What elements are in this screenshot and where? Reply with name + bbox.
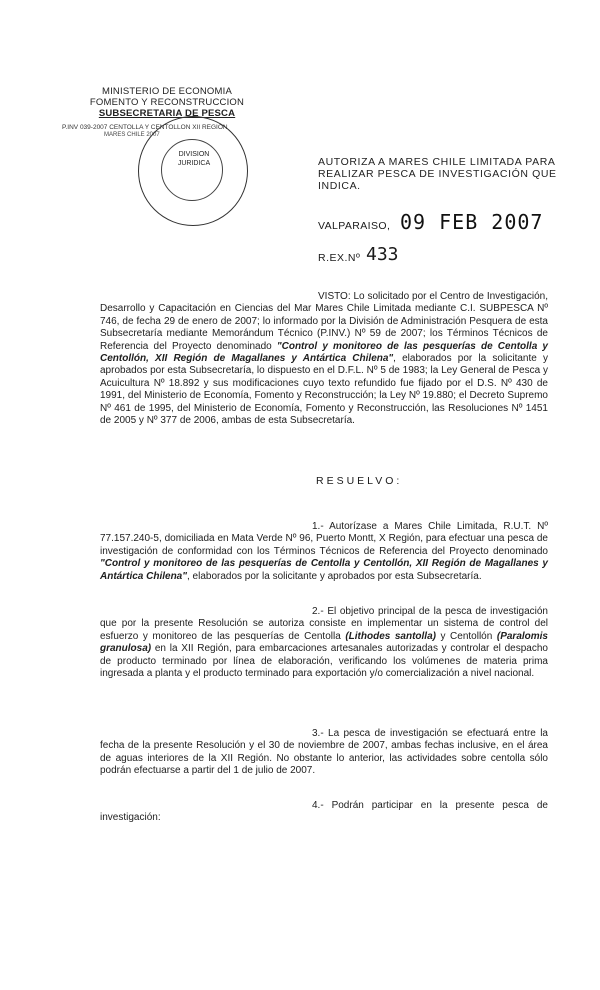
species-name: (Lithodes santolla) xyxy=(345,630,436,642)
letterhead xyxy=(62,86,272,119)
place: VALPARAISO, xyxy=(318,220,391,232)
seal-label: DIVISION JURIDICA xyxy=(177,151,211,167)
resolution-number: 433 xyxy=(366,244,399,265)
document-title: AUTORIZA A MARES CHILE LIMITADA PARA REALIZAR PESCA DE INVESTIGACIÓN QUE INDICA. xyxy=(318,156,557,192)
reference-code-2: MARES CHILE 2007 xyxy=(104,132,160,138)
ministry-subtitle: FOMENTO Y RECONSTRUCCION xyxy=(89,97,245,108)
reference-code: P.INV 039-2007 CENTOLLA Y CENTOLLON XII REGION xyxy=(62,124,228,131)
ministry-name: MINISTERIO DE ECONOMIA xyxy=(101,86,233,97)
resolution-item-3: 3.- La pesca de investigación se efectuará entre la fecha de la presente Resolución y el 30 de noviembre de 2007, ambas fechas inclusive, en el área de aguas interiores de la XII Región. No obstante lo anterior, las actividades sobre centolla sólo podrán efectuarse a partir del 1 de julio de 2007. xyxy=(100,728,548,777)
seal-inner-ring xyxy=(161,139,223,201)
subsecretaria-name: SUBSECRETARIA DE PESCA xyxy=(98,108,236,119)
resolution-item-2: 2.- El objetivo principal de la pesca de investigación que por la presente Resolución se autoriza consiste en implementar un sistema de control del esfuerzo y monitoreo de las pesquerías de Centolla (Lithodes santolla) y Centollón (Paralomis granulosa) en la XII Región, para embarcaciones artesanales autorizadas y controlar el despacho de producto terminado por línea de elaboración, verificando los volúmenes de materia prima ingresada a planta y el producto terminado para exportación y/o comercialización a nivel nacional. xyxy=(100,606,548,680)
resolution-item-1: 1.- Autorízase a Mares Chile Limitada, R.U.T. Nº 77.157.240-5, domiciliada en Mata Verde Nº 96, Puerto Montt, X Región, para efectuar una pesca de investigación de conformidad con los Términos Técnicos de Referencia del Proyecto denominado "Control y monitoreo de las pesquerías de Centolla y Centollón, XII Región de Magallanes y Antártica Chilena", elaborados por la solicitante y aprobados por esta Subsecretaría. xyxy=(100,521,548,582)
juridical-seal xyxy=(138,116,248,226)
species-name: (Paralomis granulosa) xyxy=(100,630,548,655)
issue-date: 09 FEB 2007 xyxy=(400,210,544,234)
visto-paragraph: VISTO: Lo solicitado por el Centro de Investigación, Desarrollo y Capacitación en Ciencias del Mar Mares Chile Limitada mediante C.I. SUBPESCA Nº 746, de fecha 29 de enero de 2007; lo informado por la División de Administración Pesquera de esta Subsecretaría mediante Memorándum Técnico (P.INV.) Nº 59 de 2007; los Términos Técnicos de Referencia del Proyecto denominado "Control y monitoreo de las pesquerías de Centolla y Centollón, XII Región de Magallanes y Antártica Chilena", elaborados por la solicitante y aprobados por esta Subsecretaría, lo dispuesto en el D.F.L. Nº 5 de 1983; la Ley General de Pesca y Acuicultura Nº 18.892 y sus modificaciones cuyo texto refundido fue fijado por el D.S. Nº 430 de 1991, del Ministerio de Economía, Fomento y Reconstrucción; la Ley Nº 19.880; el Decreto Supremo Nº 461 de 1995, del Ministerio de Economía, Fomento y Reconstrucción, las Resoluciones Nº 1451 de 2005 y Nº 377 de 2006, ambas de esta Subsecretaría. xyxy=(100,291,548,427)
project-name: "Control y monitoreo de las pesquerías de Centolla y Centollón, XII Región de Magallanes y Antártica Chilena" xyxy=(100,558,548,582)
resolution-item-4: 4.- Podrán participar en la presente pesca de investigación: xyxy=(100,800,548,824)
project-name: "Control y monitoreo de las pesquerías de Centolla y Centollón, XII Región de Magallanes y Antártica Chilena" xyxy=(100,340,548,365)
resuelvo-heading: RESUELVO: xyxy=(316,475,403,487)
resolution-label: R.EX.Nº xyxy=(318,252,361,264)
